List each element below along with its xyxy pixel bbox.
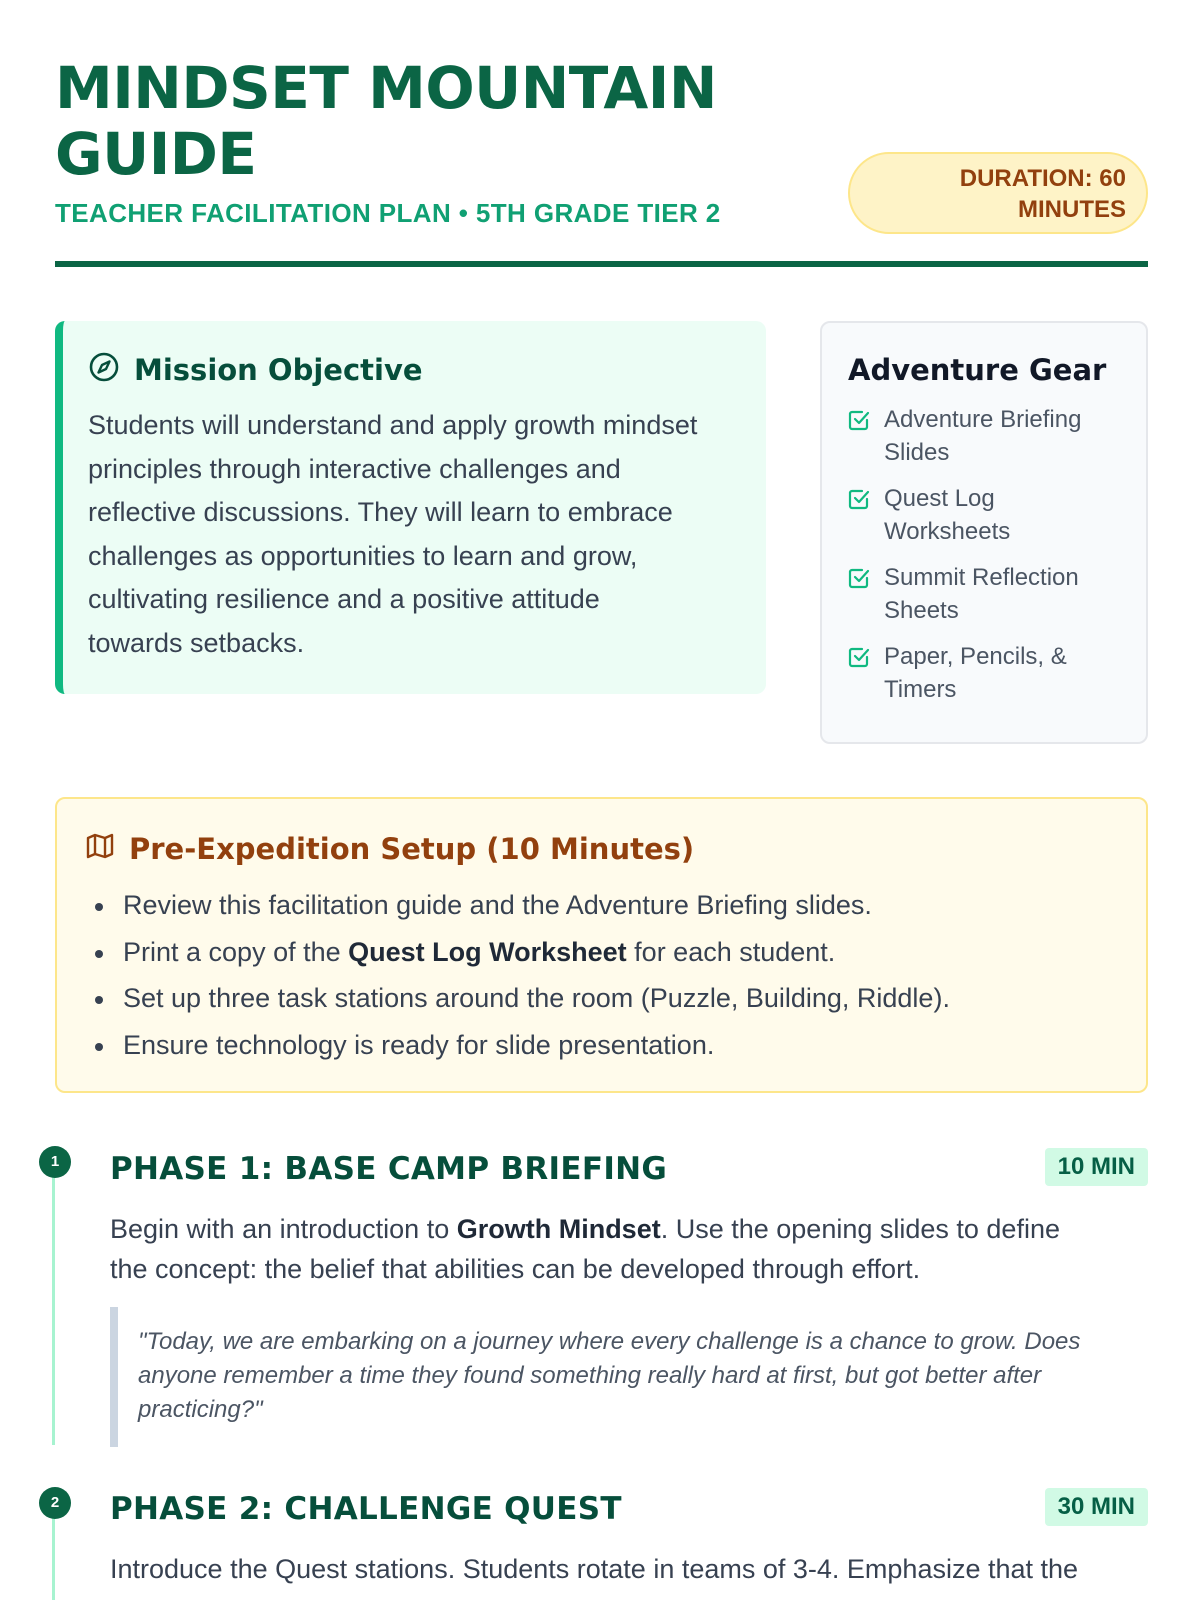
phase-desc-text: the concept: the belief that abilities can be developed through effort. — [110, 1254, 921, 1284]
setup-checklist — [85, 882, 1118, 1068]
gear-item-line: Paper, Pencils, & — [884, 643, 1067, 670]
phase-number-badge: 2 — [39, 1487, 71, 1519]
duration-line-1: DURATION: 60 — [959, 165, 1126, 192]
phase-title: PHASE 1: BASE CAMP BRIEFING — [110, 1151, 668, 1187]
gear-item-line: Sheets — [884, 597, 959, 624]
mission-line: cultivating resilience and a positive attitude — [88, 584, 600, 614]
quote-line: "Today, we are embarking on a journey where every challenge is a chance to grow. Does — [138, 1328, 1081, 1355]
phase-number-badge: 1 — [39, 1146, 71, 1178]
gear-item-line: Summit Reflection — [884, 564, 1079, 591]
compass-icon — [88, 351, 134, 388]
setup-header — [85, 831, 1118, 866]
gear-item — [848, 640, 1126, 706]
phase-desc-bold: Growth Mindset — [456, 1214, 661, 1244]
setup-item — [95, 929, 1118, 976]
page-subtitle: TEACHER FACILITATION PLAN • 5TH GRADE TIER 2 — [55, 198, 721, 228]
checkbox-icon — [848, 488, 870, 515]
setup-item: Set up three task stations around the room (Puzzle, Building, Riddle). — [95, 975, 1118, 1022]
quote-line: practicing?" — [138, 1396, 263, 1423]
phase-desc-text: . Use the opening slides to define — [660, 1214, 1060, 1244]
mission-line: challenges as opportunities to learn and grow, — [88, 540, 638, 571]
phase-duration-badge: 30 MIN — [1045, 1488, 1148, 1526]
phase-desc-text: Begin with an introduction to — [110, 1214, 457, 1244]
phase-duration-badge: 10 MIN — [1045, 1148, 1148, 1186]
gear-item-label — [884, 482, 1010, 548]
phase-description — [110, 1549, 1140, 1589]
gear-item-line: Worksheets — [884, 518, 1011, 545]
setup-item-bold: Quest Log Worksheet — [348, 936, 627, 967]
checkbox-icon — [848, 409, 870, 436]
adventure-gear-card — [820, 321, 1148, 744]
mission-line: principles through interactive challenges and — [88, 453, 621, 484]
setup-item-text: Print a copy of the — [123, 936, 349, 967]
timeline-line — [52, 1163, 55, 1445]
phase-desc-text: Introduce the Quest stations. Students rotate in teams of 3-4. Emphasize that the — [110, 1554, 1079, 1584]
mission-header — [88, 351, 741, 388]
gear-item-line: Adventure Briefing — [884, 406, 1082, 433]
duration-line-2: MINUTES — [1018, 196, 1126, 223]
map-icon — [85, 831, 129, 866]
gear-item-label — [884, 403, 1081, 469]
mission-text — [88, 404, 741, 665]
gear-item-label — [884, 561, 1079, 627]
mission-line: towards setbacks. — [88, 627, 305, 658]
gear-item-label — [884, 640, 1067, 706]
setup-item-text: for each student. — [626, 936, 836, 967]
setup-item: Review this facilitation guide and the Adventure Briefing slides. — [95, 882, 1118, 929]
page-title — [55, 55, 755, 187]
mission-title: Mission Objective — [134, 352, 423, 387]
mission-line: Students will understand and apply growth mindset — [88, 410, 698, 440]
checkbox-icon — [848, 646, 870, 673]
setup-title: Pre-Expedition Setup (10 Minutes) — [129, 831, 695, 866]
quote-line: anyone remember a time they found something really hard at first, but got better after — [138, 1362, 1042, 1389]
page-header — [55, 55, 1148, 267]
gear-item-line: Timers — [884, 676, 957, 703]
gear-item — [848, 482, 1126, 548]
gear-title: Adventure Gear — [848, 353, 1107, 387]
gear-item-line: Quest Log — [884, 485, 995, 512]
gear-item — [848, 403, 1126, 469]
gear-item — [848, 561, 1126, 627]
mission-line: reflective discussions. They will learn to embrace — [88, 497, 673, 527]
facilitation-guide — [50, 0, 1148, 1600]
gear-item-line: Slides — [884, 439, 950, 466]
checkbox-icon — [848, 567, 870, 594]
header-divider — [55, 261, 1148, 267]
duration-badge — [848, 152, 1148, 234]
gear-list — [848, 403, 1126, 706]
phase-description — [110, 1209, 1140, 1289]
mission-objective-card — [55, 321, 766, 694]
pre-expedition-setup-card — [55, 797, 1148, 1093]
teacher-script-quote — [110, 1307, 1140, 1447]
title-line-1: MINDSET MOUNTAIN — [55, 54, 717, 122]
title-line-2: GUIDE — [55, 120, 257, 188]
setup-item: Ensure technology is ready for slide presentation. — [95, 1022, 1118, 1069]
phase-title: PHASE 2: CHALLENGE QUEST — [110, 1491, 622, 1527]
